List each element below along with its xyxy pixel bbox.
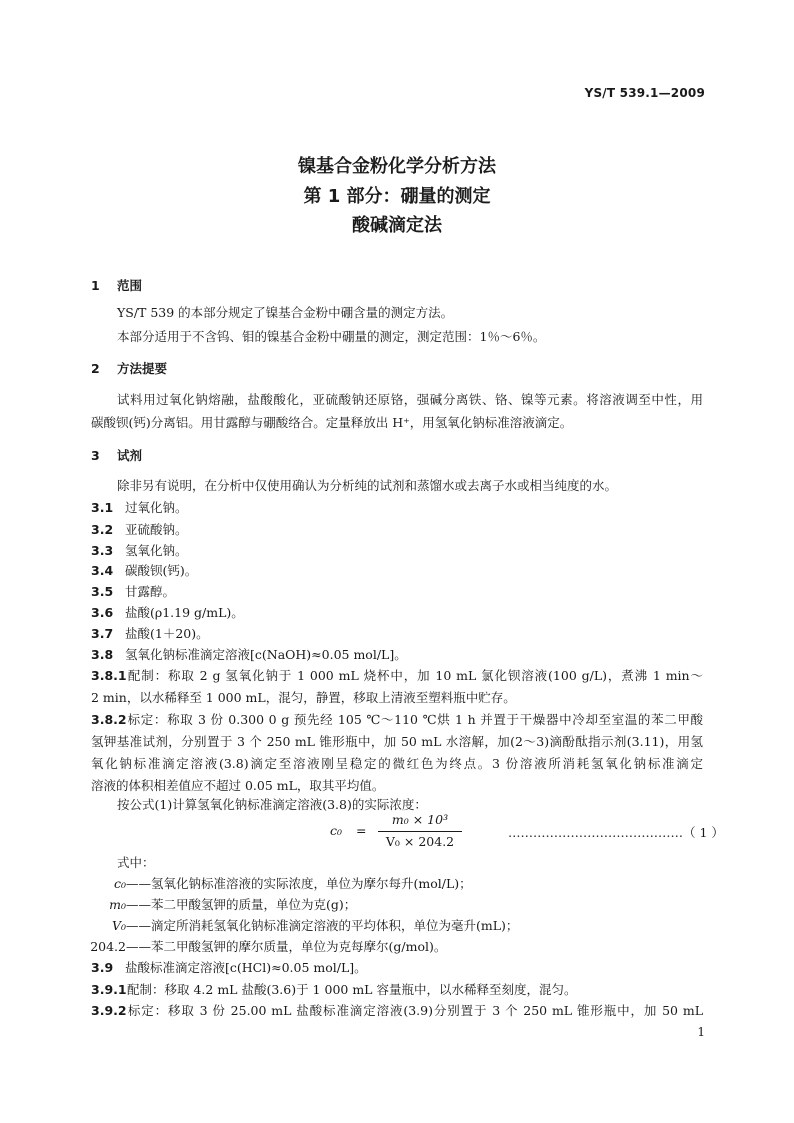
item-number: 3.6	[91, 605, 114, 620]
definition-symbol: 204.2	[90, 939, 126, 954]
definition-item	[90, 895, 356, 915]
item-number: 3.1	[91, 500, 114, 515]
reagent-item	[91, 498, 188, 518]
clause-3-9-1	[91, 980, 576, 1000]
section-1-heading	[91, 276, 142, 296]
item-text: 碳酸钡(钙)。	[125, 563, 198, 578]
item-text: 亚硫酸钠。	[125, 522, 188, 537]
item-number: 3.2	[91, 522, 114, 537]
item-number: 3.7	[91, 626, 114, 641]
standard-number: YS/T 539.1—2009	[584, 86, 705, 100]
reagent-item	[91, 958, 367, 978]
document-title-line2: 第 1 部分：硼量的测定	[303, 186, 491, 207]
definition-item	[90, 916, 518, 936]
item-text: 盐酸标准滴定溶液[c(HCl)≈0.05 mol/L]。	[125, 960, 367, 975]
formula-equals: =	[356, 823, 367, 838]
reagent-item	[91, 582, 175, 602]
where-label: 式中：	[117, 855, 155, 870]
definition-item	[90, 874, 472, 894]
reagent-item	[91, 520, 188, 540]
item-number: 3.4	[91, 563, 114, 578]
section-1-para-2: 本部分适用于不含钨、钼的镍基合金粉中硼量的测定，测定范围：1％～6％。	[117, 329, 546, 344]
formula-intro: 按公式(1)计算氢氧化钠标准滴定溶液(3.8)的实际浓度：	[117, 797, 427, 812]
item-number: 3.5	[91, 584, 114, 599]
item-text: 过氧化钠。	[125, 500, 188, 515]
item-number: 3.9.1	[91, 982, 127, 997]
fraction-bar	[378, 831, 462, 832]
formula-1	[330, 812, 470, 852]
reagent-item	[91, 603, 244, 623]
clause-3-8-2-line-1	[91, 710, 703, 730]
formula-lhs: c₀	[330, 823, 343, 838]
clause-text: 标定：称取 3 份 0.300 0 g 预先经 105 ℃～110 ℃烘 1 h 并置于干燥器中冷却至室温的苯二甲酸	[127, 712, 703, 727]
clause-3-8-2-line-4: 溶液的体积相差值应不超过 0.05 mL，取其平均值。	[91, 778, 385, 793]
section-1-para-1: YS/T 539 的本部分规定了镍基合金粉中硼含量的测定方法。	[117, 305, 454, 320]
section-3-intro: 除非另有说明，在分析中仅使用确认为分析纯的试剂和蒸馏水或去离子水或相当纯度的水。	[117, 478, 618, 493]
item-text: 氢氧化钠。	[125, 543, 188, 558]
clause-3-8-2-line-2: 氢钾基准试剂，分别置于 3 个 250 mL 锥形瓶中，加 50 mL 水溶解，加(2～3)滴酚酞指示剂(3.11)，用氢	[91, 734, 703, 749]
item-number: 3.3	[91, 543, 114, 558]
section-title: 试剂	[117, 448, 143, 463]
section-title: 方法提要	[117, 361, 168, 376]
section-2-heading	[91, 359, 167, 379]
definition-text: ——氢氧化钠标准溶液的实际浓度，单位为摩尔每升(mol/L)；	[126, 876, 472, 891]
item-number: 3.8	[91, 647, 114, 662]
definition-text: ——苯二甲酸氢钾的质量，单位为克(g)；	[126, 897, 357, 912]
clause-3-8-1-line-2: 2 min，以水稀释至 1 000 mL，混匀，静置，移取上清液至塑料瓶中贮存。	[91, 690, 516, 705]
reagent-item	[91, 561, 197, 581]
formula-numerator: m₀ × 10³	[391, 812, 449, 827]
definition-item	[90, 937, 446, 957]
clause-3-8-1-line-1	[91, 666, 703, 686]
formula-denominator: V₀ × 204.2	[385, 834, 455, 849]
section-2-line-1: 试料用过氧化钠熔融，盐酸酸化，亚硫酸钠还原铬，强碱分离铁、铬、镍等元素。将溶液调至中性，用	[117, 392, 703, 407]
item-number: 3.8.2	[91, 712, 127, 727]
clause-text: 标定：移取 3 份 25.00 mL 盐酸标准滴定溶液(3.9)分别置于 3 个 250 mL 锥形瓶中，加 50 mL	[127, 1003, 703, 1018]
clause-3-9-2	[91, 1001, 703, 1021]
clause-text: 配制：称取 2 g 氢氧化钠于 1 000 mL 烧杯中，加 10 mL 氯化钡溶液(100 g/L)，煮沸 1 min～	[127, 668, 703, 683]
section-2-line-2: 碳酸钡(钙)分离铝。用甘露醇与硼酸络合。定量释放出 H⁺，用氢氧化钠标准溶液滴定。	[91, 415, 573, 430]
reagent-item	[91, 541, 188, 561]
section-number: 1	[91, 278, 100, 293]
clause-text: 配制：移取 4.2 mL 盐酸(3.6)于 1 000 mL 容量瓶中，以水稀释至刻度，混匀。	[127, 982, 577, 997]
item-text: 氢氧化钠标准滴定溶液[c(NaOH)≈0.05 mol/L]。	[125, 647, 407, 662]
item-number: 3.9	[91, 960, 114, 975]
page-number: 1	[697, 1025, 705, 1039]
definition-text: ——苯二甲酸氢钾的摩尔质量，单位为克每摩尔(g/mol)。	[126, 939, 447, 954]
reagent-item	[91, 645, 407, 665]
item-text: 甘露醇。	[125, 584, 176, 599]
section-number: 2	[91, 361, 100, 376]
section-3-heading	[91, 446, 142, 466]
section-number: 3	[91, 448, 100, 463]
definition-text: ——滴定所消耗氢氧化钠标准滴定溶液的平均体积，单位为毫升(mL)；	[126, 918, 519, 933]
definition-symbol: V₀	[111, 918, 126, 933]
document-title-line1: 镍基合金粉化学分析方法	[298, 156, 496, 177]
item-number: 3.9.2	[91, 1003, 127, 1018]
item-text: 盐酸(ρ1.19 g/mL)。	[125, 605, 244, 620]
reagent-item	[91, 624, 209, 644]
document-title-line3: 酸碱滴定法	[352, 215, 442, 236]
clause-3-8-2-line-3: 氧化钠标准滴定溶液(3.8)滴定至溶液刚呈稳定的微红色为终点。3 份溶液所消耗氢氧化钠标准滴定	[91, 756, 703, 771]
section-title: 范围	[117, 278, 143, 293]
item-number: 3.8.1	[91, 668, 127, 683]
definition-symbol: c₀	[113, 876, 126, 891]
formula-number: ……………………………………（ 1 ）	[508, 825, 724, 840]
item-text: 盐酸(1＋20)。	[125, 626, 209, 641]
definition-symbol: m₀	[109, 897, 126, 912]
